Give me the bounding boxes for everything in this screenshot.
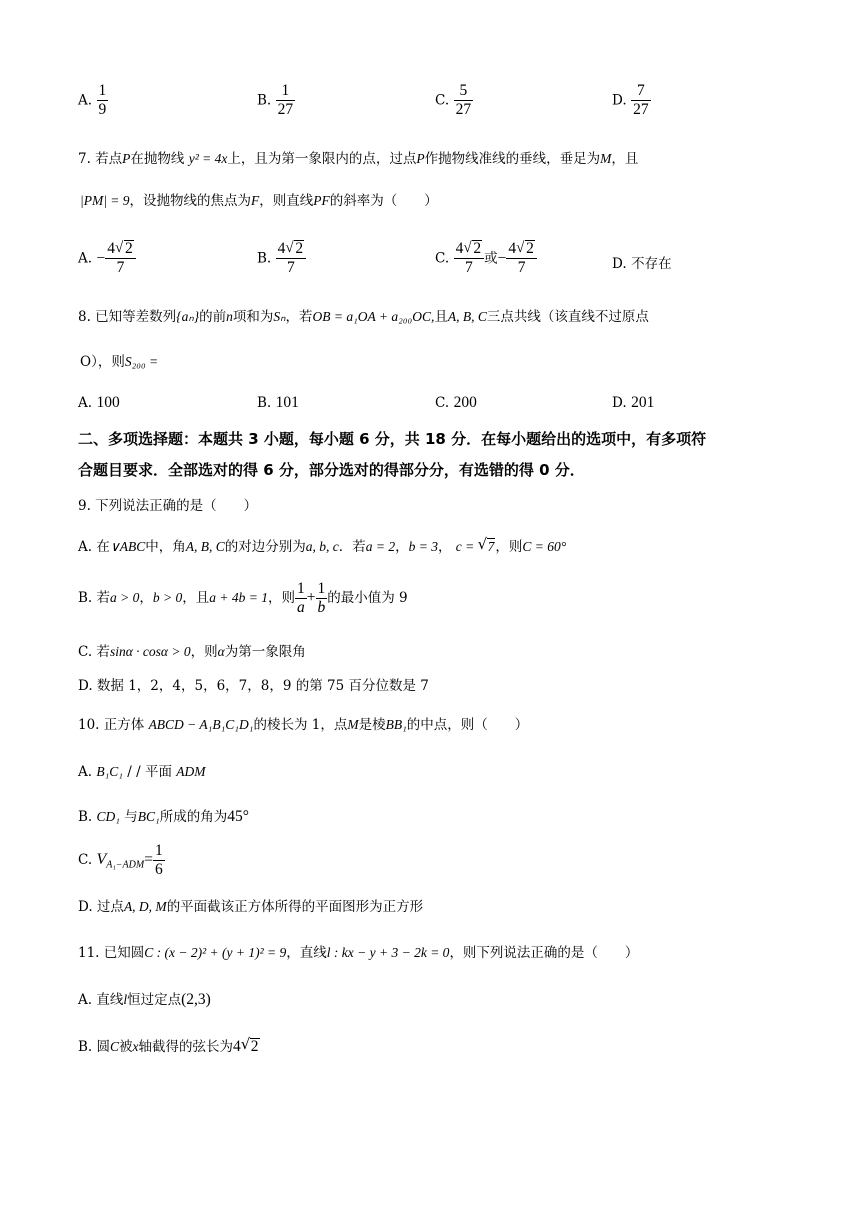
fraction: $\frac{1}{9}$ (98, 82, 107, 118)
q6-option-b[interactable]: B. $\frac{1}{27}$ (257, 82, 294, 118)
q10-stem: 10. 正方体 ABCD − A₁B₁C₁D₁的棱长为 1，点M是棱BB₁的中点，则（ ） (78, 717, 529, 733)
q7-option-d[interactable]: D. 不存在 (612, 256, 672, 272)
q8-stem-line2: O），则S₂₀₀ = (80, 354, 159, 370)
q6-option-a[interactable]: A. $\frac{1}{9}$ (78, 82, 107, 118)
section-heading-line2: 合题目要求．全部选对的得 6 分，部分选对的得部分分，有选错的得 0 分． (78, 461, 585, 479)
q10-option-a[interactable]: A. B₁C₁ / / 平面 ADM (78, 764, 206, 780)
section-heading-line1: 二、多项选择题：本题共 3 小题，每小题 6 分，共 18 分．在每小题给出的选项中，有多项符 (78, 430, 707, 448)
q8-option-d[interactable]: D. 201 (612, 394, 655, 411)
q7-option-b[interactable]: B. 4 √ 2 7 (257, 240, 306, 277)
q7-option-c[interactable]: C. 4 √ 2 7 或− 4 √ 2 7 (435, 240, 537, 277)
q6-option-d[interactable]: D. $\frac{7}{27}$ (612, 82, 649, 118)
fraction: $\frac{1}{27}$ (277, 82, 294, 118)
q10-option-d[interactable]: D. 过点A, D, M的平面截该正方体所得的平面图形为正方形 (78, 899, 424, 915)
q11-option-a[interactable]: A. 直线l恒过定点(2,3) (78, 991, 211, 1008)
q8-option-a[interactable]: A. 100 (78, 394, 120, 411)
q10-option-c[interactable]: C. $V_{A_1-ADM}=$ $\frac{1}{6}$ (78, 842, 163, 878)
q7-stem-line2: |PM| = 9，设抛物线的焦点为F，则直线PF的斜率为（ ） (80, 193, 438, 209)
q9-option-b[interactable]: B. 若a > 0，b > 0，且a + 4b = 1，则 $\frac{1}{a}$ + $\frac{1}{b}$ 的最小值为 9 (78, 580, 408, 616)
q8-option-c[interactable]: C. 200 (435, 394, 477, 411)
q9-option-d[interactable]: D. 数据 1，2，4，5，6，7，8，9 的第 75 百分位数是 7 (78, 678, 429, 694)
q9-stem: 9. 下列说法正确的是（ ） (78, 498, 258, 514)
q7-stem-line1: 7. 若点P在抛物线 y² = 4x上，且为第一象限内的点，过点P作抛物线准线的垂线，垂足为M，且 (78, 151, 639, 167)
q8-stem-line1: 8. 已知等差数列{aₙ}的前n项和为Sₙ，若OB = a₁OA + a₂₀₀OC,且A, B, C三点共线（该直线不过原点 (78, 309, 649, 325)
fraction: $\frac{7}{27}$ (633, 82, 649, 118)
q10-option-b[interactable]: B. CD₁ 与BC₁所成的角为45° (78, 808, 249, 825)
q9-option-c[interactable]: C. 若sinα · cosα > 0，则α为第一象限角 (78, 644, 306, 660)
q11-option-b[interactable]: B. 圆C被x轴截得的弦长为4 √ 2 (78, 1035, 259, 1055)
q9-option-a[interactable]: A. 在∨ABC中，角A, B, C的对边分别为a, b, c．若a = 2，b = 3， c = √ 7，则C = 60° (78, 535, 567, 555)
q11-stem: 11. 已知圆C : (x − 2)² + (y + 1)² = 9，直线l : kx − y + 3 − 2k = 0，则下列说法正确的是（ ） (78, 945, 639, 961)
q8-option-b[interactable]: B. 101 (257, 394, 299, 411)
q6-option-c[interactable]: C. $\frac{5}{27}$ (435, 82, 472, 118)
q7-option-a[interactable]: A. − 4 √ 2 7 (78, 240, 136, 277)
fraction: $\frac{5}{27}$ (455, 82, 472, 118)
